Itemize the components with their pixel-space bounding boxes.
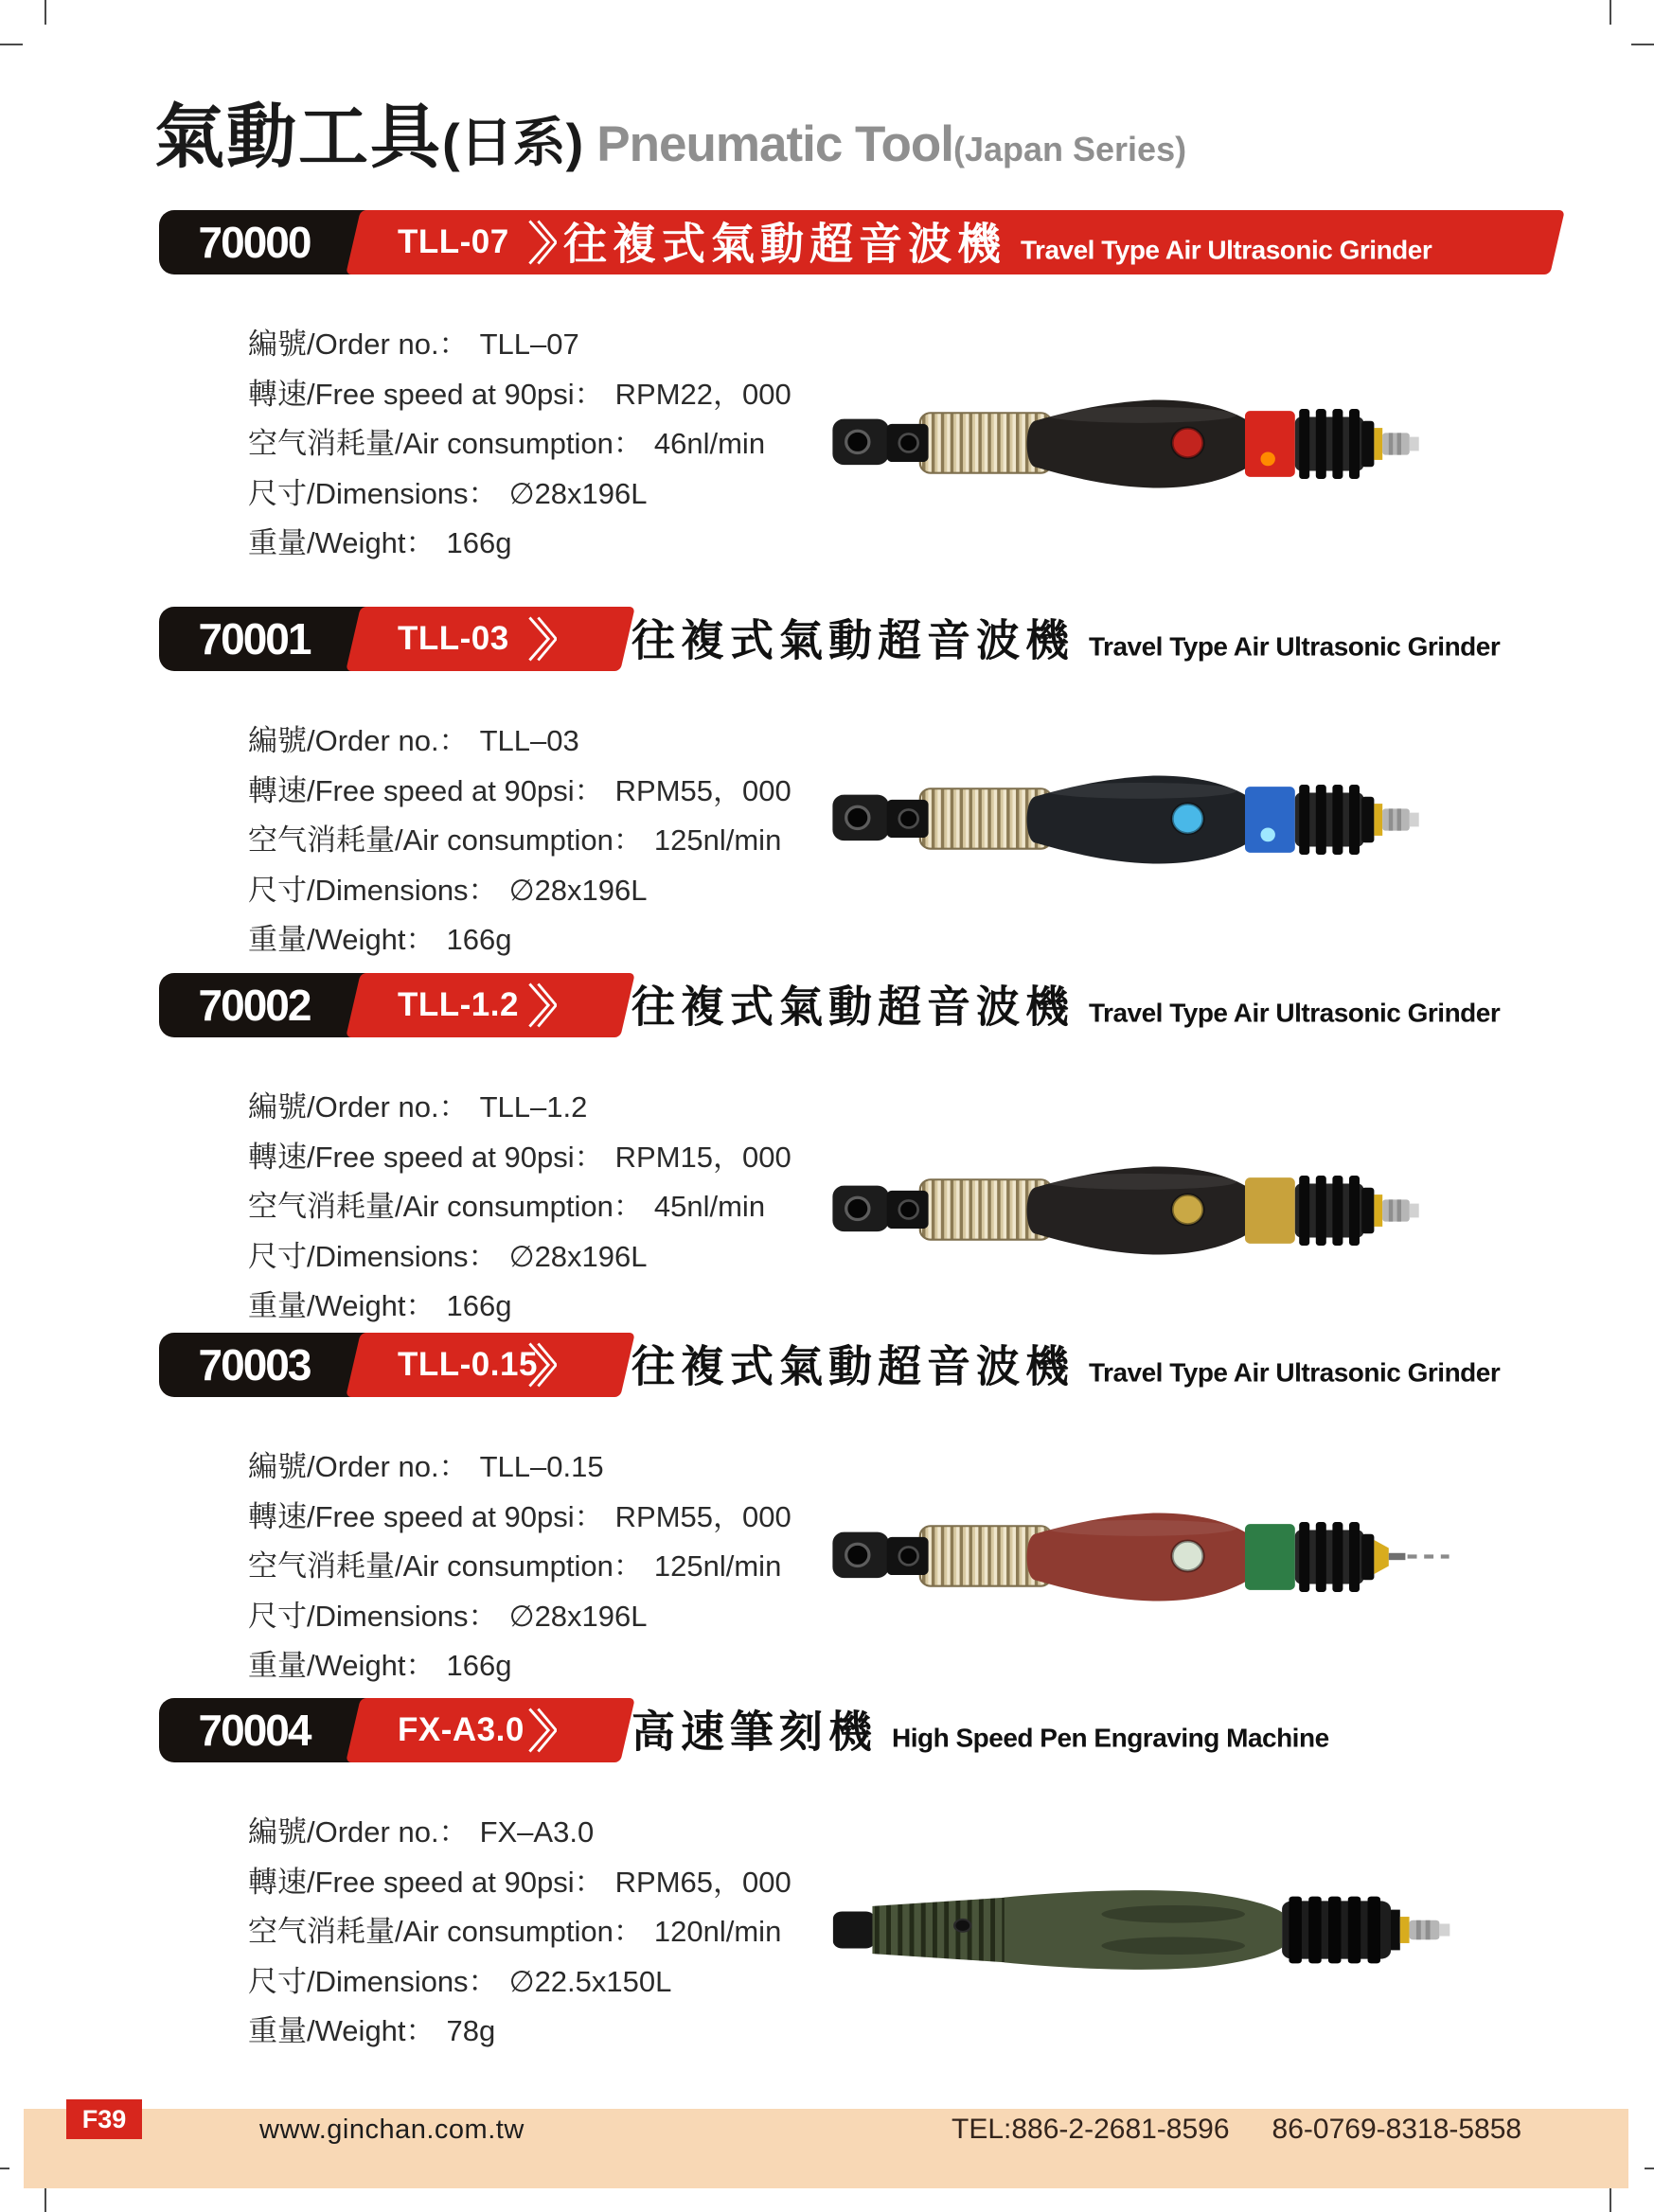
product-banner — [159, 607, 1557, 671]
product-photo — [828, 1140, 1453, 1282]
spec-label: 重量/Weight： — [248, 923, 436, 956]
spec-row — [248, 1641, 791, 1691]
spec-label: 編號/Order no.： — [248, 327, 469, 361]
chevron-right-icon — [526, 1705, 557, 1756]
spec-value: 46nl/min — [653, 427, 766, 460]
spec-row — [248, 1858, 791, 1908]
spec-label: 編號/Order no.： — [248, 724, 469, 757]
product-name-english: Travel Type Air Ultrasonic Grinder — [1089, 998, 1501, 1028]
spec-row — [248, 469, 791, 520]
chevron-right-icon — [526, 217, 557, 268]
spec-value: ∅28x196L — [508, 1599, 648, 1633]
spec-value: 120nl/min — [653, 1915, 782, 1948]
crop-mark — [1631, 44, 1654, 45]
spec-value: 166g — [446, 923, 512, 956]
crop-mark — [0, 44, 23, 45]
title-english: Pneumatic Tool — [596, 116, 953, 172]
spec-row — [248, 1957, 791, 2008]
chevron-right-icon — [526, 1339, 557, 1390]
spec-value: TLL–03 — [479, 724, 579, 757]
product-name-english: High Speed Pen Engraving Machine — [892, 1723, 1329, 1753]
product-model-code: TLL-03 — [398, 620, 509, 657]
crop-mark — [1645, 2168, 1654, 2169]
product-name-chinese: 高速筆刻機 — [631, 1707, 878, 1757]
product-model-code: TLL-07 — [398, 223, 509, 260]
spec-label: 編號/Order no.： — [248, 1090, 469, 1124]
product-image — [828, 749, 1453, 895]
product-name — [631, 973, 1500, 1035]
spec-row — [248, 1907, 791, 1957]
spec-list — [248, 717, 791, 965]
spec-label: 尺寸/Dimensions： — [248, 873, 498, 907]
product-image — [828, 373, 1453, 520]
product-name-chinese: 往複式氣動超音波機 — [631, 615, 1075, 665]
spec-row — [248, 1232, 791, 1283]
spec-label: 轉速/Free speed at 90psi： — [248, 1865, 604, 1899]
spec-row — [248, 866, 791, 916]
crop-mark — [0, 2168, 9, 2169]
product-number: 70002 — [198, 981, 311, 1030]
spec-label: 轉速/Free speed at 90psi： — [248, 1499, 604, 1533]
spec-row — [248, 1542, 791, 1592]
spec-label: 空气消耗量/Air consumption： — [248, 1915, 643, 1948]
spec-list — [248, 1442, 791, 1691]
spec-row — [248, 320, 791, 370]
crop-mark — [44, 0, 46, 25]
product-banner — [159, 973, 1557, 1037]
crop-mark — [1610, 0, 1611, 25]
product-name-chinese: 往複式氣動超音波機 — [563, 219, 1006, 269]
spec-label: 尺寸/Dimensions： — [248, 1599, 498, 1633]
product-model-code: TLL-1.2 — [398, 986, 519, 1023]
spec-list — [248, 1808, 791, 2057]
spec-value: TLL–1.2 — [479, 1090, 588, 1124]
spec-label: 重量/Weight： — [248, 1649, 436, 1682]
spec-label: 空气消耗量/Air consumption： — [248, 1190, 643, 1223]
footer-telephone — [951, 2114, 1521, 2146]
spec-value: 166g — [446, 1289, 512, 1322]
spec-row — [248, 1133, 791, 1183]
spec-row — [248, 419, 791, 469]
spec-value: RPM65，000 — [614, 1865, 791, 1899]
telephone-1: TEL:886-2-2681-8596 — [951, 2114, 1230, 2145]
product-banner — [159, 210, 1557, 274]
product-name — [631, 607, 1500, 669]
title-english-suffix: (Japan Series) — [952, 130, 1187, 168]
spec-label: 編號/Order no.： — [248, 1815, 469, 1849]
product-photo — [828, 1867, 1453, 1992]
spec-label: 重量/Weight： — [248, 2014, 436, 2047]
spec-label: 空气消耗量/Air consumption： — [248, 823, 643, 857]
chevron-right-icon — [526, 613, 557, 664]
product-photo — [828, 1486, 1453, 1628]
product-photo — [828, 373, 1453, 515]
spec-row — [248, 767, 791, 817]
product-model-code: FX-A3.0 — [398, 1711, 525, 1748]
spec-label: 重量/Weight： — [248, 1289, 436, 1322]
product-name — [631, 1333, 1500, 1395]
spec-value: TLL–07 — [479, 327, 579, 361]
spec-value: ∅22.5x150L — [508, 1964, 672, 1998]
spec-row — [248, 915, 791, 965]
spec-row — [248, 816, 791, 866]
product-name-english: Travel Type Air Ultrasonic Grinder — [1021, 235, 1432, 265]
product-image — [828, 1486, 1453, 1633]
spec-value: 166g — [446, 1649, 512, 1682]
spec-label: 轉速/Free speed at 90psi： — [248, 377, 604, 411]
spec-label: 空气消耗量/Air consumption： — [248, 1549, 643, 1583]
product-name — [631, 1698, 1329, 1761]
title-chinese: 氣動工具 — [154, 97, 442, 176]
product-banner — [159, 1698, 1557, 1762]
page-title — [154, 81, 1186, 182]
spec-label: 空气消耗量/Air consumption： — [248, 427, 643, 460]
spec-label: 轉速/Free speed at 90psi： — [248, 773, 604, 807]
spec-list — [248, 1083, 791, 1332]
spec-row — [248, 1282, 791, 1332]
spec-row — [248, 1442, 791, 1493]
spec-value: RPM55，000 — [614, 1499, 791, 1533]
spec-list — [248, 320, 791, 569]
spec-row — [248, 1808, 791, 1858]
product-name-english: Travel Type Air Ultrasonic Grinder — [1089, 631, 1501, 662]
product-number: 70001 — [198, 614, 311, 664]
spec-value: 78g — [446, 2014, 496, 2047]
product-name-english: Travel Type Air Ultrasonic Grinder — [1089, 1357, 1501, 1388]
crop-mark — [1610, 2187, 1611, 2212]
product-section — [159, 973, 1654, 1333]
spec-row — [248, 519, 791, 569]
telephone-2: 86-0769-8318-5858 — [1272, 2114, 1522, 2145]
chevron-right-icon — [526, 980, 557, 1031]
product-number: 70004 — [198, 1706, 311, 1755]
spec-row — [248, 1083, 791, 1133]
spec-value: RPM22，000 — [614, 377, 791, 411]
spec-row — [248, 1493, 791, 1543]
spec-value: FX–A3.0 — [479, 1815, 595, 1849]
spec-value: TLL–0.15 — [479, 1450, 604, 1483]
product-model-code: TLL-0.15 — [398, 1346, 538, 1383]
spec-row — [248, 370, 791, 420]
spec-label: 尺寸/Dimensions： — [248, 476, 498, 510]
product-banner — [159, 1333, 1557, 1397]
crop-mark — [44, 2187, 46, 2212]
spec-value: ∅28x196L — [508, 873, 648, 907]
product-section — [159, 607, 1654, 966]
spec-value: 45nl/min — [653, 1190, 766, 1223]
product-section — [159, 1333, 1654, 1692]
product-photo — [828, 749, 1453, 891]
spec-value: ∅28x196L — [508, 476, 648, 510]
spec-value: RPM55，000 — [614, 773, 791, 807]
product-section — [159, 1698, 1654, 2058]
website-text: www.ginchan.com.tw — [259, 2115, 525, 2145]
spec-row — [248, 1182, 791, 1232]
spec-label: 重量/Weight： — [248, 526, 436, 559]
title-chinese-suffix: (日系) — [442, 113, 584, 172]
spec-label: 編號/Order no.： — [248, 1450, 469, 1483]
product-name — [563, 210, 1432, 273]
page-number: F39 — [81, 2104, 127, 2133]
spec-value: 125nl/min — [653, 1549, 782, 1583]
spec-label: 尺寸/Dimensions： — [248, 1239, 498, 1273]
product-image — [828, 1140, 1453, 1286]
spec-value: RPM15，000 — [614, 1140, 791, 1174]
page-number-badge — [66, 2099, 142, 2139]
product-number: 70003 — [198, 1340, 311, 1389]
product-image — [828, 1867, 1453, 1997]
spec-label: 尺寸/Dimensions： — [248, 1964, 498, 1998]
spec-row — [248, 1592, 791, 1642]
spec-value: ∅28x196L — [508, 1239, 648, 1273]
product-name-chinese: 往複式氣動超音波機 — [631, 1341, 1075, 1391]
product-name-chinese: 往複式氣動超音波機 — [631, 982, 1075, 1032]
product-number: 70000 — [198, 218, 311, 267]
spec-value: 125nl/min — [653, 823, 782, 857]
spec-row — [248, 717, 791, 767]
spec-label: 轉速/Free speed at 90psi： — [248, 1140, 604, 1174]
product-section — [159, 210, 1654, 570]
spec-row — [248, 2007, 791, 2057]
spec-value: 166g — [446, 526, 512, 559]
